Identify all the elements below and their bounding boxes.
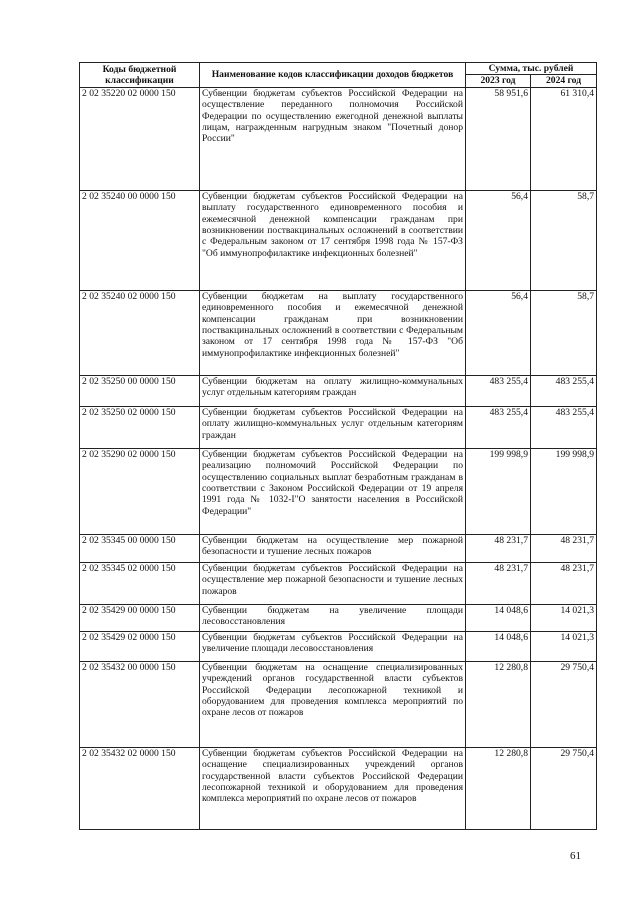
table-body: [80, 87, 597, 829]
row-value-2024: 483 255,4: [531, 375, 597, 406]
table-row: [80, 604, 597, 631]
table-row: [80, 448, 597, 534]
row-name: Субвенции бюджетам на выплату государственного единовременного пособия и ежемесячной денежной компенсации гражданам при возникновении поствакцинальных осложнений в соответствии с Федеральным законом от 17 сентября 1998 года № 157-ФЗ "Об иммунопрофилактике инфекционных болезней": [200, 290, 466, 375]
row-code: 2 02 35250 02 0000 150: [80, 406, 200, 448]
row-value-2023: 14 048,6: [466, 604, 531, 631]
row-code: 2 02 35432 02 0000 150: [80, 747, 200, 829]
row-value-2024: 48 231,7: [531, 562, 597, 604]
row-value-2023: 14 048,6: [466, 631, 531, 661]
table-row: [80, 747, 597, 829]
row-value-2024: 58,7: [531, 190, 597, 290]
row-value-2024: 29 750,4: [531, 661, 597, 747]
row-code: 2 02 35432 00 0000 150: [80, 661, 200, 747]
table-row: [80, 406, 597, 448]
row-value-2024: 58,7: [531, 290, 597, 375]
row-value-2023: 483 255,4: [466, 375, 531, 406]
row-code: 2 02 35220 02 0000 150: [80, 87, 200, 190]
row-name: Субвенции бюджетам на увеличение площади лесовосстановления: [200, 604, 466, 631]
row-value-2023: 58 951,6: [466, 87, 531, 190]
page-number: 61: [570, 850, 581, 862]
table-row: [80, 631, 597, 661]
row-value-2024: 48 231,7: [531, 534, 597, 562]
row-value-2024: 29 750,4: [531, 747, 597, 829]
row-value-2024: 483 255,4: [531, 406, 597, 448]
row-value-2024: 61 310,4: [531, 87, 597, 190]
row-name: Субвенции бюджетам субъектов Российской Федерации на осуществление переданного полномочия Российской Федерации по осуществлению ежегодной денежной выплаты лицам, награжденным нагрудным знаком "Почетный донор России": [200, 87, 466, 190]
budget-table: [79, 62, 597, 830]
table-row: [80, 290, 597, 375]
row-value-2023: 56,4: [466, 290, 531, 375]
row-code: 2 02 35250 00 0000 150: [80, 375, 200, 406]
table-row: [80, 562, 597, 604]
row-code: 2 02 35290 02 0000 150: [80, 448, 200, 534]
row-value-2024: 14 021,3: [531, 631, 597, 661]
row-code: 2 02 35429 00 0000 150: [80, 604, 200, 631]
row-value-2023: 12 280,8: [466, 661, 531, 747]
row-name: Субвенции бюджетам на оснащение специализированных учреждений органов государственной власти субъектов Российской Федерации лесопожарной техникой и оборудованием для проведения комплекса мероприятий по охране лесов от пожаров: [200, 661, 466, 747]
row-name: Субвенции бюджетам на оплату жилищно-коммунальных услуг отдельным категориям граждан: [200, 375, 466, 406]
row-value-2023: 483 255,4: [466, 406, 531, 448]
row-value-2024: 199 998,9: [531, 448, 597, 534]
table-row: [80, 534, 597, 562]
row-value-2023: 48 231,7: [466, 534, 531, 562]
header-sum: Сумма, тыс. рублей: [466, 63, 597, 75]
row-name: Субвенции бюджетам субъектов Российской Федерации на увеличение площади лесовосстановления: [200, 631, 466, 661]
header-year-2024: 2024 год: [531, 75, 597, 87]
table-row: [80, 661, 597, 747]
row-name: Субвенции бюджетам субъектов Российской Федерации на реализацию полномочий Российской Федерации по осуществлению социальных выплат безработным гражданам в соответствии с Законом Российской Федерации от 19 апреля 1991 года № 1032-I"О занятости населения в Российской Федерации": [200, 448, 466, 534]
row-code: 2 02 35345 00 0000 150: [80, 534, 200, 562]
row-code: 2 02 35345 02 0000 150: [80, 562, 200, 604]
row-name: Субвенции бюджетам субъектов Российской Федерации на выплату государственного единовременного пособия и ежемесячной денежной компенсации гражданам при возникновении поствакцинальных осложнений в соответствии с Федеральным законом от 17 сентября 1998 года № 157-ФЗ "Об иммунопрофилактике инфекционных болезней": [200, 190, 466, 290]
table-row: [80, 87, 597, 190]
row-code: 2 02 35240 02 0000 150: [80, 290, 200, 375]
row-value-2023: 48 231,7: [466, 562, 531, 604]
table-row: [80, 190, 597, 290]
row-value-2023: 12 280,8: [466, 747, 531, 829]
row-value-2024: 14 021,3: [531, 604, 597, 631]
row-name: Субвенции бюджетам на осуществление мер пожарной безопасности и тушение лесных пожаров: [200, 534, 466, 562]
row-name: Субвенции бюджетам субъектов Российской Федерации на оплату жилищно-коммунальных услуг отдельным категориям граждан: [200, 406, 466, 448]
row-value-2023: 56,4: [466, 190, 531, 290]
row-name: Субвенции бюджетам субъектов Российской Федерации на оснащение специализированных учреждений органов государственной власти субъектов Российской Федерации лесопожарной техникой и оборудованием для проведения комплекса мероприятий по охране лесов от пожаров: [200, 747, 466, 829]
row-code: 2 02 35240 00 0000 150: [80, 190, 200, 290]
row-value-2023: 199 998,9: [466, 448, 531, 534]
header-codes: Коды бюджетной классификации: [80, 63, 200, 88]
row-code: 2 02 35429 02 0000 150: [80, 631, 200, 661]
header-name: Наименование кодов классификации доходов бюджетов: [200, 63, 466, 88]
header-row-top: [80, 63, 597, 75]
row-name: Субвенции бюджетам субъектов Российской Федерации на осуществление мер пожарной безопасности и тушение лесных пожаров: [200, 562, 466, 604]
table-row: [80, 375, 597, 406]
header-year-2023: 2023 год: [466, 75, 531, 87]
